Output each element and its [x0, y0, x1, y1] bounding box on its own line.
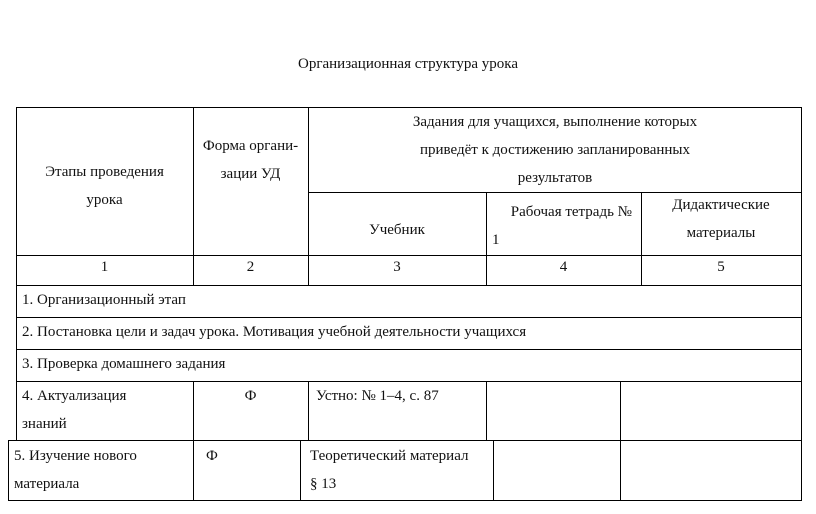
column-number: 4: [559, 259, 568, 275]
stage-row-5-textbook: Теоретический материал § 13: [310, 448, 469, 492]
header-textbook: Учебник: [369, 222, 425, 238]
stage-row-4-textbook: Устно: № 1–4, с. 87: [316, 388, 439, 404]
column-number: 2: [246, 259, 255, 275]
header-didactic: Дидактические материалы: [672, 197, 770, 241]
header-workbook: Рабочая тетрадь № 1: [492, 204, 632, 248]
header-form: Форма органи- зации УД: [202, 138, 299, 182]
stage-row-3: 3. Проверка домашнего задания: [22, 356, 226, 372]
stage-row-4-label: 4. Актуализация знаний: [22, 388, 127, 432]
stage-row-1: 1. Организационный этап: [22, 292, 186, 308]
page-title: Организационная структура урока: [298, 56, 518, 72]
column-number: 1: [100, 259, 109, 275]
header-stages: Этапы проведения урока: [45, 164, 164, 208]
stage-row-5-label: 5. Изучение нового материала: [14, 448, 137, 492]
column-number: 5: [717, 259, 725, 275]
column-number: 3: [393, 259, 401, 275]
stage-row-4-form: Ф: [244, 388, 257, 404]
stage-row-5-form: Ф: [206, 448, 218, 464]
stage-row-2: 2. Постановка цели и задач урока. Мотивация учебной деятельности учащихся: [22, 324, 527, 340]
header-tasks: Задания для учащихся, выполнение которых приведёт к достижению запланированных результатов: [412, 114, 698, 186]
